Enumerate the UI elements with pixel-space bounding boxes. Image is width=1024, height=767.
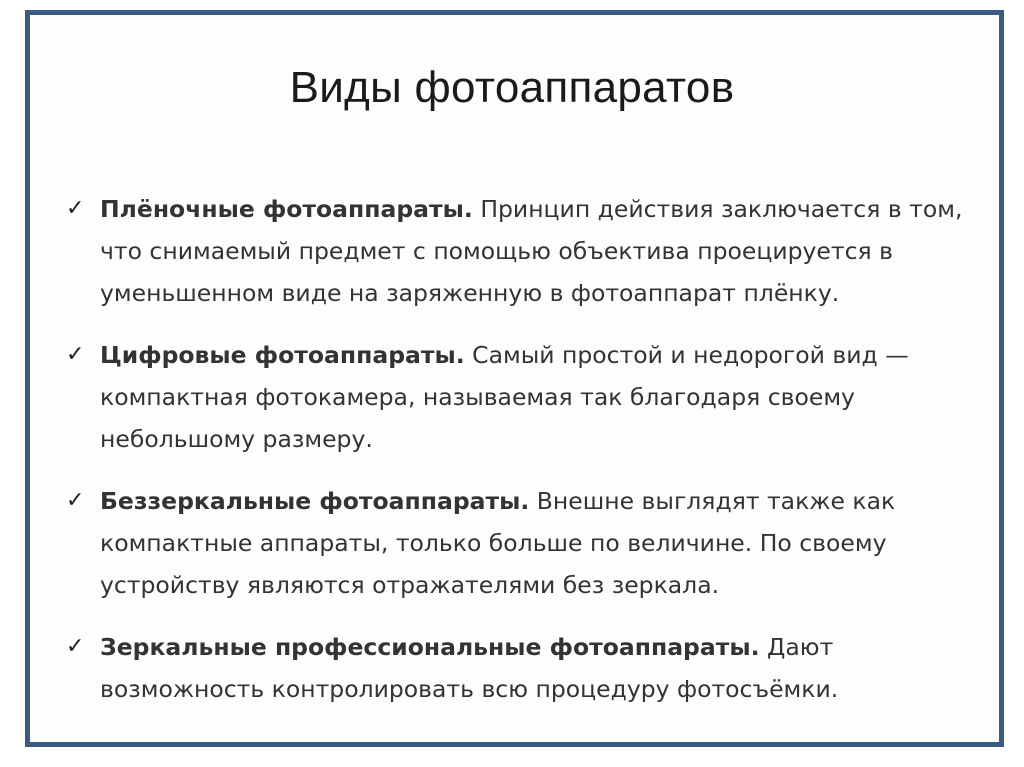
bullet-term: Плёночные фотоаппараты. [100, 195, 473, 223]
bullet-term: Зеркальные профессиональные фотоаппараты. [100, 633, 760, 661]
bullet-term: Цифровые фотоаппараты. [100, 341, 465, 369]
checkmark-icon: ✓ [66, 342, 85, 367]
bullet-item-slr [66, 626, 966, 710]
checkmark-icon: ✓ [66, 488, 85, 513]
bullet-item-film [66, 188, 966, 314]
checkmark-icon: ✓ [66, 196, 85, 221]
checkmark-icon: ✓ [66, 634, 85, 659]
bullet-text: Самый простой и недорогой вид — компактная фотокамера, называемая так благодаря своему небольшому размеру. [100, 341, 909, 453]
slide-title: Виды фотоаппаратов [289, 63, 735, 112]
bullet-text: Дают возможность контролировать всю процедуру фотосъёмки. [100, 633, 839, 703]
bullet-item-mirrorless [66, 480, 966, 606]
bullet-item-digital [66, 334, 966, 460]
bullet-term: Беззеркальные фотоаппараты. [100, 487, 530, 515]
bullet-text: Принцип действия заключается в том, что снимаемый предмет с помощью объектива проецируется в уменьшенном виде на заряженную в фотоаппарат плёнку. [100, 195, 963, 307]
bullet-list [66, 188, 966, 730]
bullet-text: Внешне выглядят также как компактные аппараты, только больше по величине. По своему устройству являются отражателями без зеркала. [100, 487, 896, 599]
